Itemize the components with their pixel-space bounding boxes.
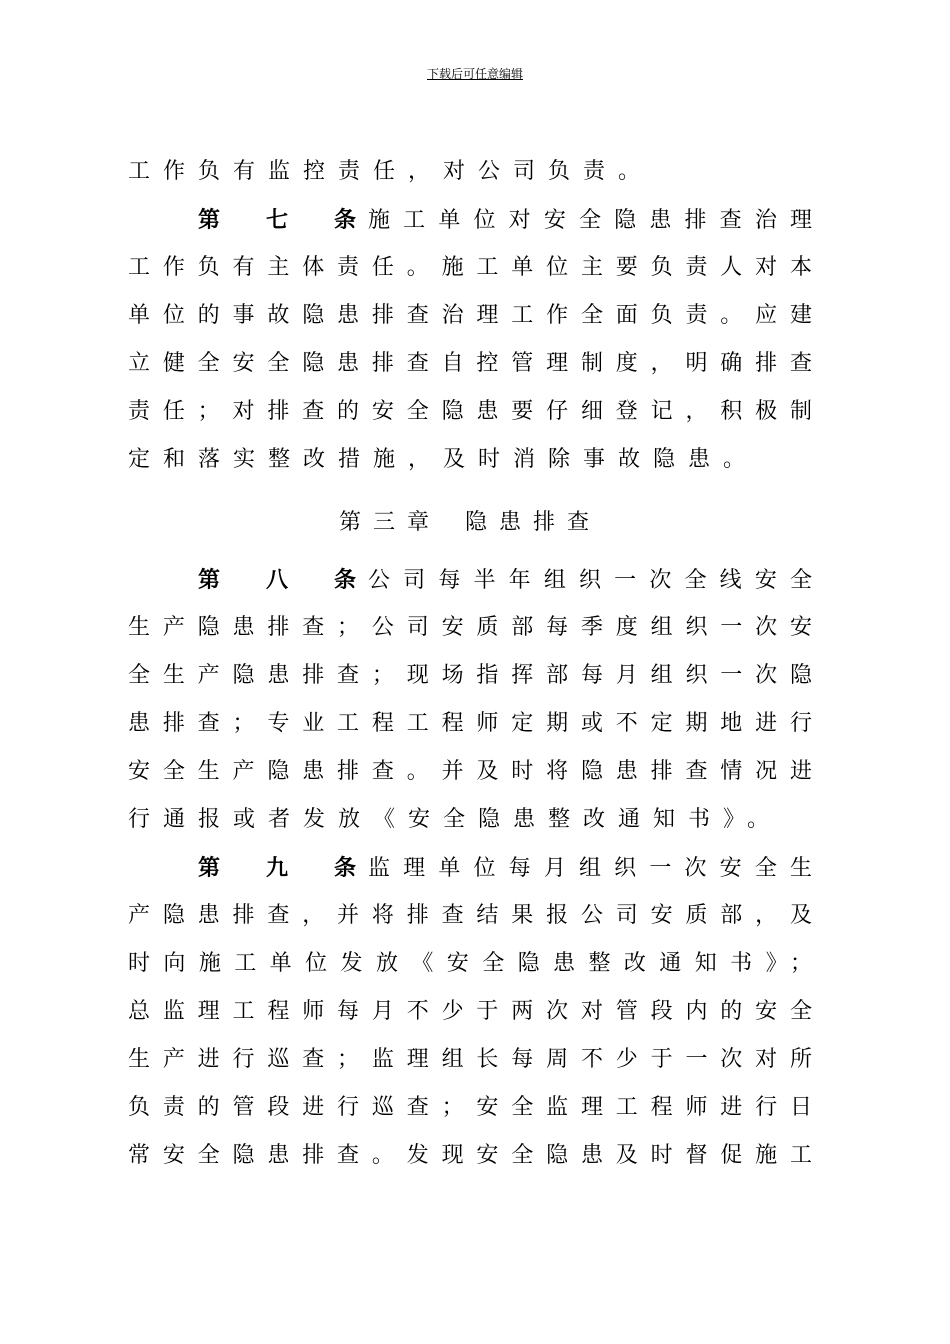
article-8-heading: 第八条 [198, 567, 368, 593]
text-line: 时向施工单位发放《安全隐患整改通知书》； [128, 951, 812, 976]
document-body [128, 148, 812, 1180]
text-line: 产隐患排查，并将排查结果报公司安质部，及 [128, 903, 812, 928]
text-line: 定和落实整改措施，及时消除事故隐患。 [128, 447, 759, 472]
header-text: 下载后可任意编辑 [426, 67, 523, 81]
page-header [0, 66, 950, 82]
text-line: 全生产隐患排查；现场指挥部每月组织一次隐 [128, 663, 812, 688]
text-line: 工作负有监控责任，对公司负责。 [128, 159, 654, 184]
text-line: 生产隐患排查；公司安质部每季度组织一次安 [128, 615, 812, 640]
article-7-text: 施工单位对安全隐患排查治理 [368, 208, 812, 233]
text-line: 行通报或者发放《安全隐患整改通知书》。 [128, 807, 783, 832]
text-line: 患排查；专业工程工程师定期或不定期地进行 [128, 711, 812, 736]
text-line: 立健全安全隐患排查自控管理制度，明确排查 [128, 351, 812, 376]
text-line: 生产进行巡查；监理组长每周不少于一次对所 [128, 1047, 812, 1072]
article-9-heading: 第九条 [198, 855, 368, 881]
article-9-first-line [128, 844, 812, 892]
text-line: 工作负有主体责任。施工单位主要负责人对本 [128, 255, 812, 280]
chapter-heading [128, 492, 812, 554]
article-7-first-line [128, 196, 812, 244]
article-8-first-line [128, 556, 812, 604]
article-7-heading: 第七条 [198, 207, 368, 233]
text-line: 安全生产隐患排查。并及时将隐患排查情况进 [128, 759, 812, 784]
text-line: 责任；对排查的安全隐患要仔细登记，积极制 [128, 399, 812, 424]
text-line: 负责的管段进行巡查；安全监理工程师进行日 [128, 1095, 812, 1120]
chapter-title: 隐患排查 [465, 510, 602, 535]
text-line: 总监理工程师每月不少于两次对管段内的安全 [128, 999, 812, 1024]
article-8-text: 公司每半年组织一次全线安全 [368, 568, 812, 593]
text-line: 单位的事故隐患排查治理工作全面负责。应建 [128, 303, 812, 328]
chapter-number: 第三章 [338, 510, 441, 535]
article-9-text: 监理单位每月组织一次安全生 [368, 856, 812, 881]
text-line: 常安全隐患排查。发现安全隐患及时督促施工 [128, 1143, 812, 1168]
